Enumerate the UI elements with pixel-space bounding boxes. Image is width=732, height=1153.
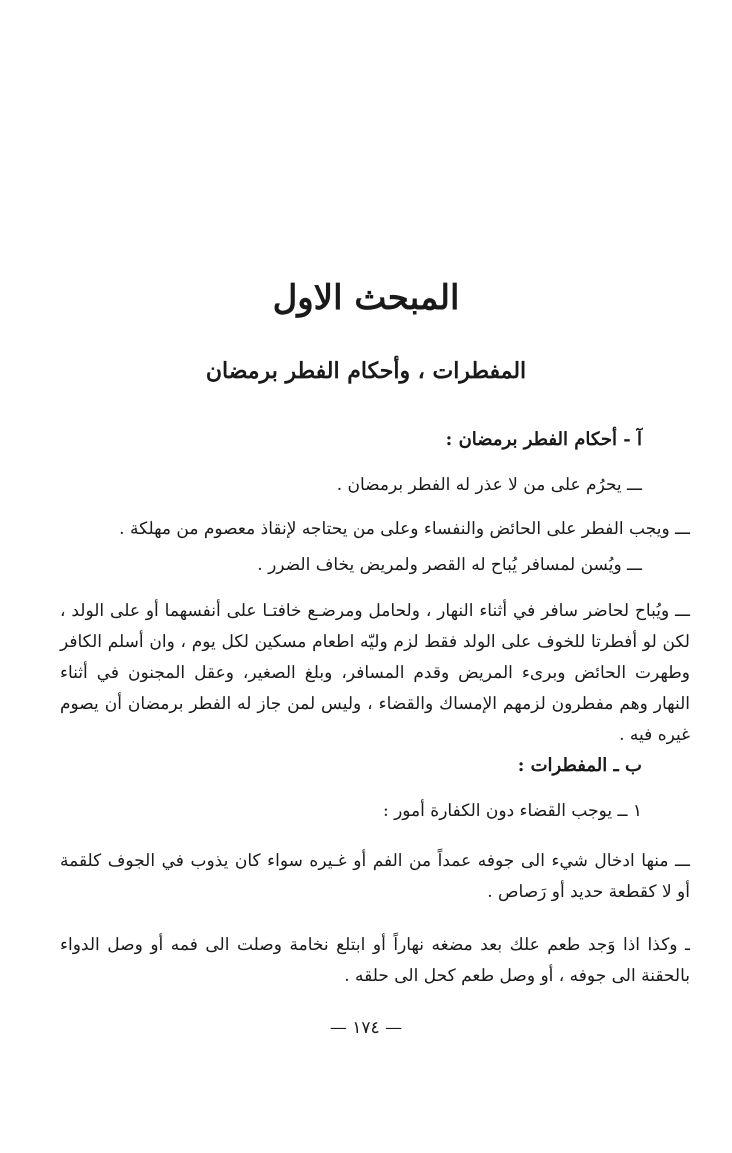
chapter-subtitle: المفطرات ، وأحكام الفطر برمضان	[205, 358, 527, 384]
chapter-title: المبحث الاول	[272, 278, 460, 318]
paragraph-forbidden: ـــ يحرُم على من لا عذر له الفطر برمضان .	[336, 475, 642, 495]
section-a-heading: آ - أحكام الفطر برمضان :	[445, 429, 642, 450]
paragraph-recommended: ـــ ويُسن لمسافر يُباح له القصر ولمريض يخاف الضرر .	[257, 555, 642, 575]
page-number: — ١٧٤ —	[329, 1018, 403, 1038]
paragraph-taste: ـ وكذا اذا وَجد طعم علك بعد مضغه نهاراً أو ابتلع نخامة وصلت الى فمه أو وصل الدواء بالحقنة الى جوفه ، أو وصل طعم كحل الى حلقه .	[60, 935, 690, 986]
paragraph-ingestion: ـــ منها ادخال شيء الى جوفه عمداً من الفم أو غـيره سواء كان يذوب في الجوف كلقمة أو لا كقطعة حديد أو رَصاص .	[60, 851, 690, 902]
paragraph-obligatory: ـــ ويجب الفطر على الحائض والنفساء وعلى من يحتاجه لإنقاذ معصوم من مهلكة .	[119, 519, 690, 539]
section-b-heading: ب ـ المفطرات :	[517, 755, 642, 776]
paragraph-permitted: ـــ ويُباح لحاضر سافر في أثناء النهار ، ولحامل ومرضـع خافتـا على أنفسهما أو على الولد ، لكن لو أفطرتا للخوف على الولد فقط لزم وليّه اطعام مسكين لكل يوم ، وان أسلم الكافر وطهرت الحائض وبرىء المريض وقدم المسافر، وبلغ الصغير، وعقل المجنون في أثناء النهار وهم مفطرون لزمهم الإمساك والقضاء ، وليس لمن جاز له الفطر برمضان أن يصوم غيره فيه .	[60, 601, 690, 745]
item-1-heading: ١ ــ يوجب القضاء دون الكفارة أمور :	[382, 801, 642, 821]
